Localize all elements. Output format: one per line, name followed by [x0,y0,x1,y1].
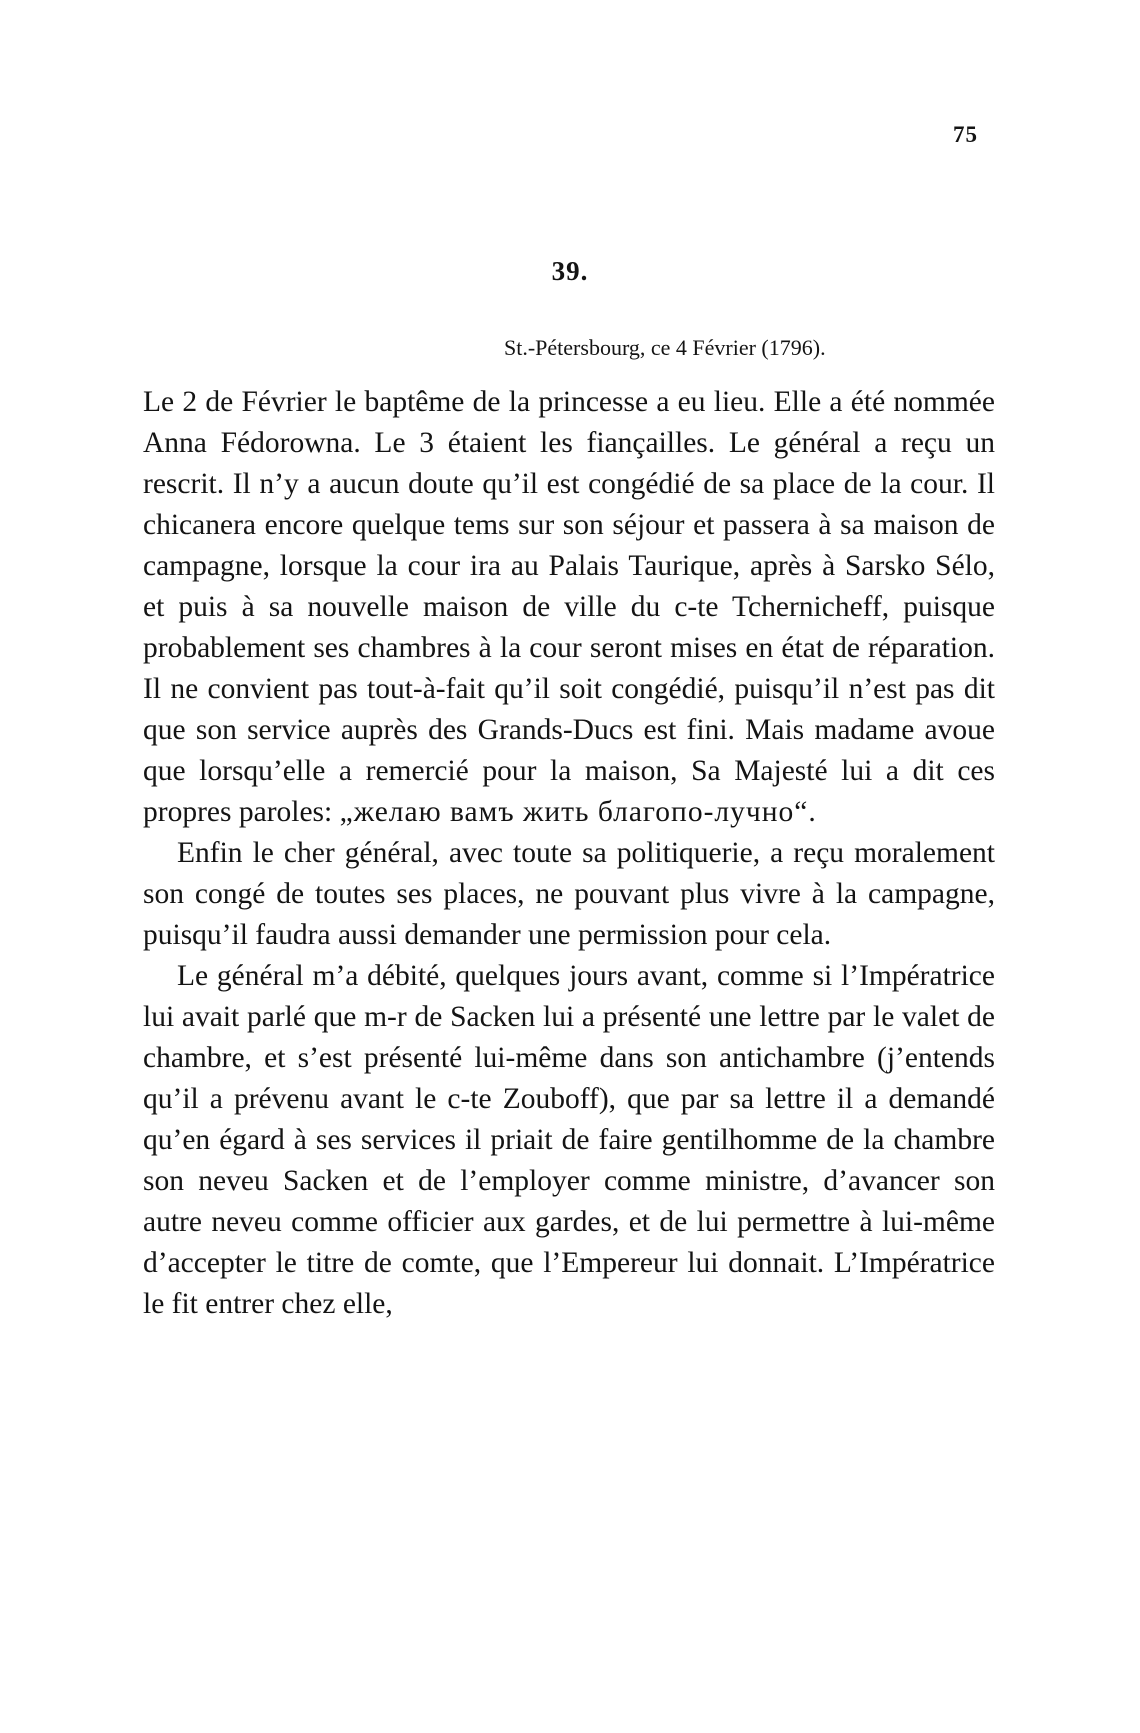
letter-dateline: St.-Pétersbourg, ce 4 Février (1796). [504,335,826,360]
paragraph-1 [143,382,995,833]
letter-body [143,382,995,1325]
paragraph-3: Le général m’a débité, quelques jours avant, comme si l’Impératrice lui avait parlé que m-r de Sacken lui a présenté une lettre par le valet de chambre, et s’est présenté lui-même dans son antichambre (j’entends qu’il a prévenu avant le c-te Zouboff), que par sa lettre il a demandé qu’en égard à ses services il priait de faire gentilhomme de la chambre son neveu Sacken et de l’employer comme ministre, d’avancer son autre neveu comme officier aux gardes, et de lui permettre à lui-même d’accepter le titre de comte, que l’Empereur lui donnait. L’Impératrice le fit entrer chez elle, [143,960,995,1320]
letter-number: 39. [551,256,589,286]
paragraph-1-text: Le 2 de Février le baptême de la princesse a eu lieu. Elle a été nommée Anna Fédorowna. Le 3 étaient les fiançailles. Le général a reçu un rescrit. Il n’y a aucun doute qu’il est congédié de sa place de la cour. Il chicanera encore quelque tems sur son séjour et passera à sa maison de campagne, lorsque la cour ira au Palais Taurique, après à Sarsko Sélo, et puis à sa nouvelle maison de ville du c-te Tchernicheff, puisque probablement ses chambres à la cour seront mises en état de réparation. Il ne convient pas tout-à-fait qu’il soit congédié, puisqu’il n’est pas dit que son service auprès des Grands-Ducs est fini. Mais madame avoue que lorsqu’elle a remercié pour la maison, Sa Majesté lui a dit ces propres paroles: [143,386,995,828]
paragraph-2: Enfin le cher général, avec toute sa politiquerie, a reçu moralement son congé de toutes ses places, ne pouvant plus vivre à la campagne, puisqu’il faudra aussi demander une permission pour cela. [143,837,995,951]
russian-quote: „желаю вамъ жить благопо-лучно“. [339,796,817,828]
page-number: 75 [953,122,978,147]
